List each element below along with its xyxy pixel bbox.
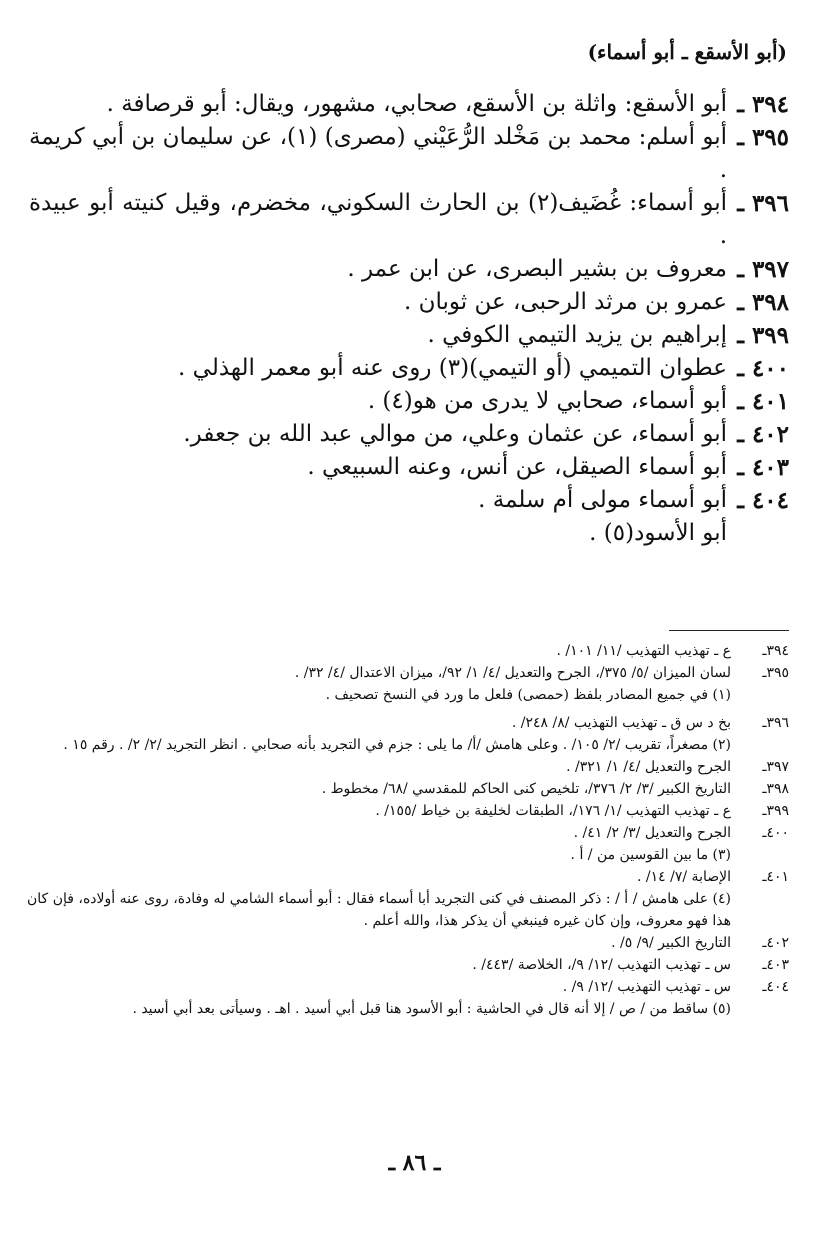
- source-note: [27, 662, 789, 684]
- note-text: لسان الميزان /٥/ ٣٧٥/، الجرح والتعديل /٤/ ١/ ٩٢/، ميزان الاعتدال /٤/ ٣٢/ .: [294, 665, 731, 681]
- entry: [29, 484, 789, 517]
- note-text: الإصابة /٧/ ١٤/ .: [637, 869, 731, 885]
- entry-number: ٣٩٨ ـ: [737, 289, 789, 316]
- entry-text: أبو الأسقع: واثلة بن الأسقع، صحابي، مشهور، ويقال: أبو قرصافة .: [106, 91, 727, 117]
- note-number: ٣٩٦ـ: [762, 715, 789, 731]
- footnotes: [27, 640, 789, 1020]
- note-number: ٣٩٥ـ: [762, 665, 789, 681]
- entry-text: معروف بن بشير البصرى، عن ابن عمر .: [347, 256, 727, 282]
- footnote-divider: [669, 630, 789, 631]
- source-note: [27, 778, 789, 800]
- entry-number: ٤٠١ ـ: [737, 388, 789, 415]
- note-text: بخ د س ق ـ تهذيب التهذيب /٨/ ٢٤٨/ .: [511, 715, 731, 731]
- entry-number: ٤٠٢ ـ: [737, 421, 789, 448]
- entry-number: ٣٩٤ ـ: [737, 91, 789, 118]
- note-text: (٣) ما بين القوسين من / أ .: [570, 847, 731, 863]
- entry: [29, 121, 789, 187]
- source-note: [27, 954, 789, 976]
- entry-text: أبو الأسود(٥) .: [589, 520, 727, 546]
- note-number: ٣٩٤ـ: [762, 643, 789, 659]
- note-number: ٣٩٧ـ: [762, 759, 789, 775]
- entry: [29, 253, 789, 286]
- footnote: [27, 684, 789, 706]
- entry-text: أبو أسماء: غُضَيف(٢) بن الحارث السكوني، مخضرم، وقيل كنيته أبو عبيدة .: [29, 190, 727, 249]
- entry: [29, 451, 789, 484]
- source-note: [27, 822, 789, 844]
- entry: [29, 517, 789, 550]
- note-text: (٢) مصغراً، تقريب /٢/ ١٠٥/ . وعلى هامش /أ/ ما يلى : جزم في التجريد بأنه صحابي . انظر التجريد /٢/ ٢/ . رقم ١٥ .: [63, 737, 731, 753]
- note-number: ٣٩٩ـ: [762, 803, 789, 819]
- note-text: التاريخ الكبير /٣/ ٢/ ٣٧٦/، تلخيص كنى الحاكم للمقدسي /٦٨/ مخطوط .: [321, 781, 731, 797]
- entry-number: ٣٩٦ ـ: [737, 190, 789, 217]
- note-number: ٤٠٣ـ: [762, 957, 789, 973]
- entry-number: ٤٠٣ ـ: [737, 454, 789, 481]
- footnote: [27, 888, 789, 932]
- note-number: ٣٩٨ـ: [762, 781, 789, 797]
- entry-number: ٣٩٧ ـ: [737, 256, 789, 283]
- entry-text: إبراهيم بن يزيد التيمي الكوفي .: [427, 322, 727, 348]
- source-note: [27, 756, 789, 778]
- footnote: [27, 844, 789, 866]
- entry: [29, 352, 789, 385]
- entry: [29, 385, 789, 418]
- note-text: الجرح والتعديل /٣/ ٢/ ٤١/ .: [573, 825, 731, 841]
- entry: [29, 286, 789, 319]
- entries-list: [29, 88, 789, 550]
- entry-number: ٤٠٠ ـ: [737, 355, 789, 382]
- footnote: [27, 998, 789, 1020]
- note-text: (١) في جميع المصادر بلفظ (حمصى) فلعل ما ورد في النسخ تصحيف .: [325, 687, 731, 703]
- entry: [29, 88, 789, 121]
- note-number: ٤٠٢ـ: [762, 935, 789, 951]
- entry-text: أبو أسماء مولى أم سلمة .: [478, 487, 727, 513]
- note-text: التاريخ الكبير /٩/ ٥/ .: [611, 935, 731, 951]
- entry-text: أبو أسماء الصيقل، عن أنس، وعنه السبيعي .: [307, 454, 727, 480]
- note-text: ع ـ تهذيب التهذيب /١١/ ١٠١/ .: [556, 643, 731, 659]
- note-text: (٤) على هامش / أ / : ذكر المصنف في كنى التجريد أبا أسماء فقال : أبو أسماء الشامي له وفادة، روى عنه أولاده، فإن كان هذا فهو معروف، وإن كان غيره فينبغي أن يذكر هذا، والله أعلم .: [27, 891, 731, 929]
- footnote: [27, 734, 789, 756]
- source-note: [27, 866, 789, 888]
- note-text: (٥) ساقط من / ص / إلا أنه قال في الحاشية : أبو الأسود هنا قبل أبي أسيد . اهـ . وسيأتى بعد أبي أسيد .: [132, 1001, 731, 1017]
- note-number: ٤٠٠ـ: [762, 825, 789, 841]
- note-text: س ـ تهذيب التهذيب /١٢/ ٩/، الخلاصة /٤٤٣/ .: [472, 957, 731, 973]
- source-note: [27, 932, 789, 954]
- note-number: ٤٠١ـ: [762, 869, 789, 885]
- note-text: ع ـ تهذيب التهذيب /١/ ١٧٦/، الطبقات لخليفة بن خياط /١٥٥/ .: [375, 803, 731, 819]
- source-note: [27, 640, 789, 662]
- entry: [29, 418, 789, 451]
- entry-number: ٤٠٤ ـ: [737, 487, 789, 514]
- entry-text: أبو أسماء، صحابي لا يدرى من هو(٤) .: [367, 388, 727, 414]
- page-header: (أبو الأسقع ـ أبو أسماء): [587, 40, 787, 64]
- entry-number: ٣٩٥ ـ: [737, 124, 789, 151]
- entry-text: عطوان التميمي (أو التيمي)(٣) روى عنه أبو معمر الهذلي .: [178, 355, 727, 381]
- page-number: ـ ٨٦ ـ: [388, 1150, 441, 1176]
- source-note: [27, 712, 789, 734]
- entry-number: ٣٩٩ ـ: [737, 322, 789, 349]
- note-text: س ـ تهذيب التهذيب /١٢/ ٩/ .: [562, 979, 731, 995]
- entry-text: أبو أسماء، عن عثمان وعلي، من موالي عبد الله بن جعفر.: [183, 421, 727, 447]
- entry: [29, 319, 789, 352]
- source-note: [27, 800, 789, 822]
- entry-text: أبو أسلم: محمد بن مَخْلد الرُّعَيْني (مصرى) (١)، عن سليمان بن أبي كريمة .: [29, 124, 727, 183]
- entry-text: عمرو بن مرثد الرحبى، عن ثوبان .: [403, 289, 727, 315]
- entry: [29, 187, 789, 253]
- source-note: [27, 976, 789, 998]
- note-number: ٤٠٤ـ: [762, 979, 789, 995]
- note-text: الجرح والتعديل /٤/ ١/ ٣٢١/ .: [566, 759, 731, 775]
